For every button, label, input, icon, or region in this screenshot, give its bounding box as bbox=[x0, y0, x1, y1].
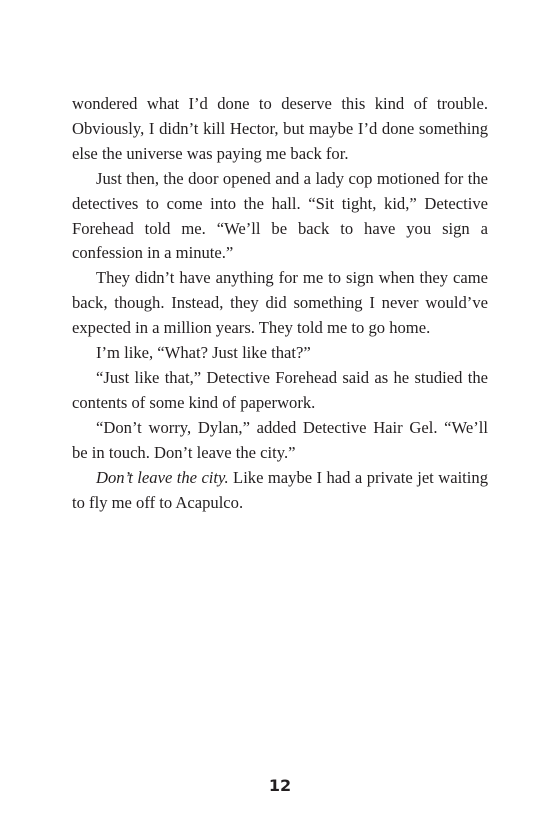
paragraph-5: “Just like that,” Detective Forehead said as he studied the contents of some kind of paperwork. bbox=[72, 367, 488, 412]
body-text bbox=[72, 92, 488, 515]
paragraph-7-text: Like maybe I had a private jet waiting to fly me off to Acapulco. bbox=[72, 467, 488, 512]
paragraph-6: “Don’t worry, Dylan,” added Detective Hair Gel. “We’ll be in touch. Don’t leave the city.” bbox=[72, 417, 488, 462]
paragraph-4: I’m like, “What? Just like that?” bbox=[96, 343, 311, 363]
paragraph-1: wondered what I’d done to deserve this kind of trouble. Obviously, I didn’t kill Hector, but maybe I’d done something else the universe was paying me back for. bbox=[72, 94, 488, 163]
paragraph-3: They didn’t have anything for me to sign when they came back, though. Instead, they did something I never would’ve expected in a million years. They told me to go home. bbox=[72, 268, 488, 338]
paragraph-2: Just then, the door opened and a lady cop motioned for the detectives to come into the hall. “Sit tight, kid,” Detective Forehead told me. “We’ll be back to have you sign a confession in a minute.” bbox=[72, 168, 488, 263]
italic-lead: Don’t leave the city. bbox=[96, 467, 229, 487]
page-number: 12 bbox=[268, 776, 292, 795]
paragraph-7 bbox=[72, 466, 488, 516]
